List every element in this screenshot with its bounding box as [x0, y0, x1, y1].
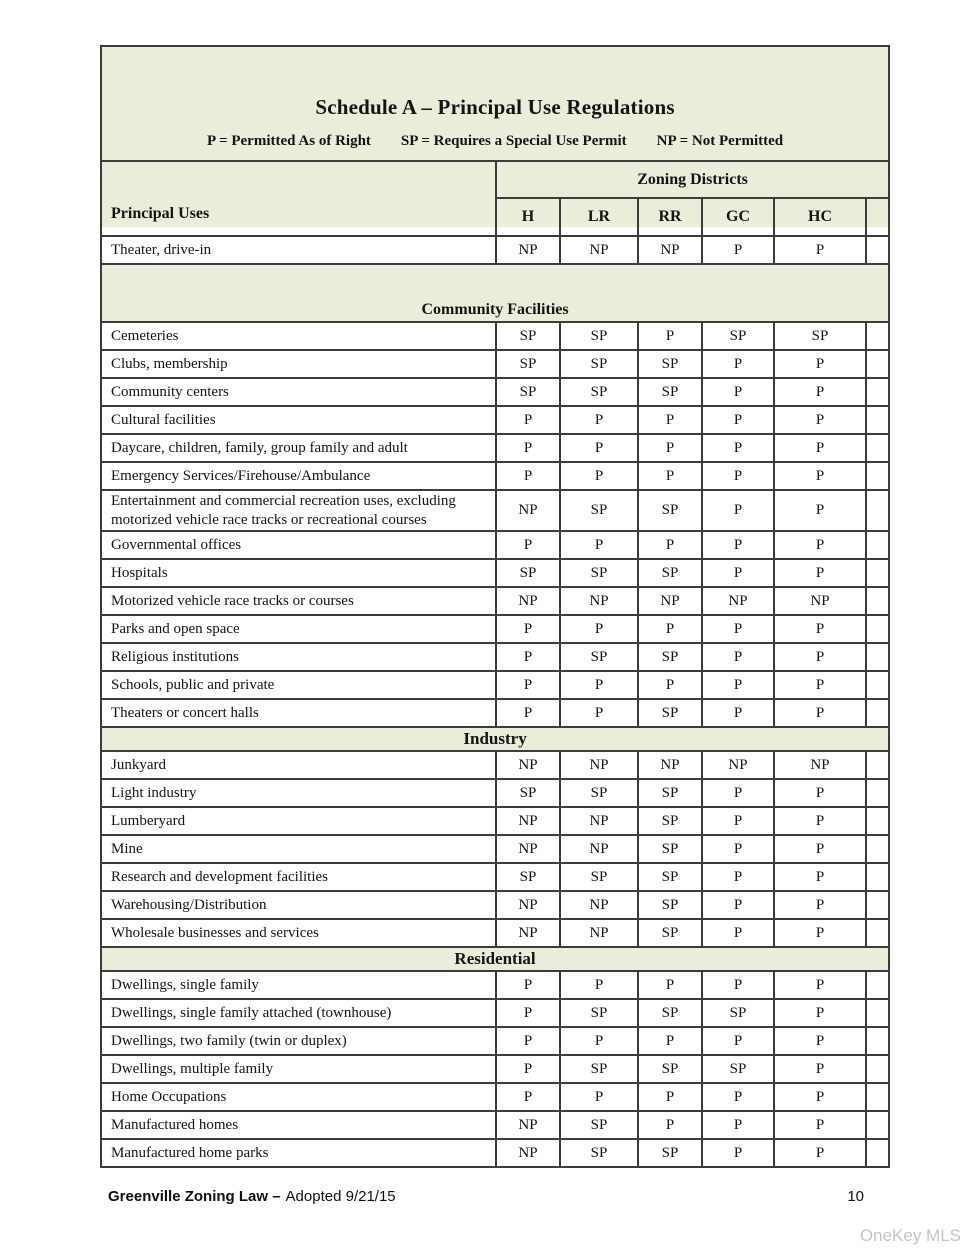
section-row-industry: [101, 727, 889, 751]
empty-cell: [866, 1139, 889, 1167]
permission-value-rr: SP: [638, 919, 702, 947]
empty-cell: [866, 779, 889, 807]
use-row-clubs-membership: [101, 350, 889, 378]
use-label: Dwellings, single family: [101, 971, 496, 999]
empty-cell: [866, 835, 889, 863]
permission-value-rr: SP: [638, 891, 702, 919]
permission-value-lr: NP: [560, 891, 638, 919]
permission-value-gc: P: [702, 434, 774, 462]
empty-cell: [866, 490, 889, 531]
permission-value-gc: P: [702, 891, 774, 919]
use-label: Manufactured home parks: [101, 1139, 496, 1167]
permission-value-lr: SP: [560, 1055, 638, 1083]
use-row-hospitals: [101, 559, 889, 587]
permission-value-hc: P: [774, 971, 866, 999]
use-row-motorized-vehicle-race-tracks-or-courses: [101, 587, 889, 615]
use-label: Lumberyard: [101, 807, 496, 835]
permission-value-hc: P: [774, 462, 866, 490]
permission-value-h: NP: [496, 1139, 560, 1167]
permission-value-h: SP: [496, 779, 560, 807]
use-label: Religious institutions: [101, 643, 496, 671]
permission-value-h: NP: [496, 751, 560, 779]
permission-value-lr: P: [560, 699, 638, 727]
use-row-dwellings-single-family: [101, 971, 889, 999]
permission-value-hc: P: [774, 406, 866, 434]
permission-value-gc: P: [702, 559, 774, 587]
use-row-entertainment-and-commercial-recreation-uses-excluding-motorized-vehicle-race-tracks-or-recreational-courses: [101, 490, 889, 531]
schedule-a-table: [100, 45, 890, 1168]
permission-value-h: P: [496, 1083, 560, 1111]
use-row-theaters-or-concert-halls: [101, 699, 889, 727]
section-row-community-facilities: [101, 264, 889, 322]
district-column-header-hc: HC: [774, 198, 866, 236]
permission-value-lr: NP: [560, 919, 638, 947]
permission-value-rr: SP: [638, 490, 702, 531]
permission-value-lr: P: [560, 406, 638, 434]
permission-value-rr: P: [638, 322, 702, 350]
legend-item-special-permit: SP = Requires a Special Use Permit: [400, 133, 627, 149]
permission-value-hc: NP: [774, 751, 866, 779]
permission-value-rr: NP: [638, 587, 702, 615]
permission-value-gc: P: [702, 350, 774, 378]
use-label: Entertainment and commercial recreation uses, excluding motorized vehicle race tracks or recreational courses: [101, 490, 496, 531]
section-header-industry: Industry: [101, 727, 889, 751]
permission-value-rr: P: [638, 462, 702, 490]
permission-value-hc: P: [774, 378, 866, 406]
empty-cell: [866, 891, 889, 919]
permission-value-h: SP: [496, 350, 560, 378]
permission-value-h: P: [496, 999, 560, 1027]
empty-cell: [866, 1027, 889, 1055]
permission-value-lr: NP: [560, 751, 638, 779]
permission-value-h: P: [496, 699, 560, 727]
permission-value-hc: P: [774, 1055, 866, 1083]
permission-value-h: NP: [496, 236, 560, 264]
permission-value-hc: P: [774, 531, 866, 559]
permission-value-rr: P: [638, 615, 702, 643]
use-label: Research and development facilities: [101, 863, 496, 891]
footer-adopted-date: Adopted 9/21/15: [285, 1188, 396, 1205]
permission-value-gc: P: [702, 807, 774, 835]
district-column-header-rr: RR: [638, 198, 702, 236]
use-label: Home Occupations: [101, 1083, 496, 1111]
empty-cell: [866, 236, 889, 264]
use-row-dwellings-single-family-attached-townhouse: [101, 999, 889, 1027]
section-row-residential: [101, 947, 889, 971]
empty-cell: [866, 699, 889, 727]
permission-value-h: NP: [496, 891, 560, 919]
use-row-lumberyard: [101, 807, 889, 835]
permission-value-lr: P: [560, 462, 638, 490]
permission-value-rr: SP: [638, 1139, 702, 1167]
page-footer: [108, 1188, 876, 1205]
permission-value-hc: P: [774, 835, 866, 863]
permission-value-hc: P: [774, 671, 866, 699]
empty-cell: [866, 919, 889, 947]
permission-value-hc: SP: [774, 322, 866, 350]
permission-value-h: NP: [496, 835, 560, 863]
permission-value-h: NP: [496, 919, 560, 947]
use-label: Junkyard: [101, 751, 496, 779]
use-label: Wholesale businesses and services: [101, 919, 496, 947]
zoning-districts-row: [101, 161, 889, 198]
use-row-theater-drive-in: [101, 236, 889, 264]
permission-value-gc: P: [702, 406, 774, 434]
use-label: Motorized vehicle race tracks or courses: [101, 587, 496, 615]
schedule-title: Schedule A – Principal Use Regulations: [315, 95, 675, 119]
empty-cell: [866, 350, 889, 378]
section-header-residential: Residential: [101, 947, 889, 971]
use-label: Governmental offices: [101, 531, 496, 559]
use-row-warehousing-distribution: [101, 891, 889, 919]
use-label: Cultural facilities: [101, 406, 496, 434]
permission-value-gc: P: [702, 1027, 774, 1055]
permission-value-rr: NP: [638, 751, 702, 779]
permission-value-rr: P: [638, 971, 702, 999]
permission-value-lr: NP: [560, 835, 638, 863]
permission-value-h: P: [496, 531, 560, 559]
district-column-header-h: H: [496, 198, 560, 236]
permission-value-hc: P: [774, 891, 866, 919]
permission-value-rr: SP: [638, 999, 702, 1027]
permission-value-lr: P: [560, 971, 638, 999]
use-label: Manufactured homes: [101, 1111, 496, 1139]
permission-value-lr: P: [560, 615, 638, 643]
permission-value-rr: SP: [638, 835, 702, 863]
permission-value-hc: P: [774, 863, 866, 891]
footer-doc-title: Greenville Zoning Law –: [108, 1188, 281, 1205]
empty-header-cell: [866, 198, 889, 236]
permission-value-hc: P: [774, 807, 866, 835]
permission-value-lr: SP: [560, 490, 638, 531]
use-label: Daycare, children, family, group family and adult: [101, 434, 496, 462]
permission-value-lr: P: [560, 434, 638, 462]
permission-value-hc: P: [774, 643, 866, 671]
permission-value-rr: P: [638, 671, 702, 699]
use-label: Warehousing/Distribution: [101, 891, 496, 919]
legend: [102, 133, 888, 150]
empty-cell: [866, 671, 889, 699]
use-row-dwellings-two-family-twin-or-duplex: [101, 1027, 889, 1055]
use-row-junkyard: [101, 751, 889, 779]
permission-value-gc: P: [702, 1083, 774, 1111]
permission-value-rr: SP: [638, 350, 702, 378]
permission-value-h: P: [496, 1027, 560, 1055]
permission-value-h: NP: [496, 1111, 560, 1139]
use-row-research-and-development-facilities: [101, 863, 889, 891]
title-row: [101, 46, 889, 161]
use-label: Dwellings, multiple family: [101, 1055, 496, 1083]
permission-value-hc: P: [774, 999, 866, 1027]
permission-value-hc: P: [774, 434, 866, 462]
permission-value-hc: P: [774, 1027, 866, 1055]
permission-value-lr: SP: [560, 999, 638, 1027]
permission-value-h: P: [496, 671, 560, 699]
permission-value-rr: SP: [638, 779, 702, 807]
permission-value-rr: SP: [638, 1055, 702, 1083]
district-column-header-lr: LR: [560, 198, 638, 236]
permission-value-rr: P: [638, 1027, 702, 1055]
use-label: Cemeteries: [101, 322, 496, 350]
title-block: [101, 46, 889, 161]
permission-value-gc: SP: [702, 1055, 774, 1083]
permission-value-gc: P: [702, 863, 774, 891]
use-row-home-occupations: [101, 1083, 889, 1111]
use-label: Mine: [101, 835, 496, 863]
use-row-daycare-children-family-group-family-and-adult: [101, 434, 889, 462]
permission-value-lr: SP: [560, 1139, 638, 1167]
use-label: Schools, public and private: [101, 671, 496, 699]
use-label: Theaters or concert halls: [101, 699, 496, 727]
permission-value-hc: P: [774, 1083, 866, 1111]
permission-value-hc: NP: [774, 587, 866, 615]
empty-cell: [866, 643, 889, 671]
permission-value-lr: P: [560, 671, 638, 699]
permission-value-rr: P: [638, 1111, 702, 1139]
permission-value-h: SP: [496, 863, 560, 891]
permission-value-gc: P: [702, 462, 774, 490]
use-row-community-centers: [101, 378, 889, 406]
permission-value-h: P: [496, 971, 560, 999]
permission-value-lr: SP: [560, 643, 638, 671]
use-row-dwellings-multiple-family: [101, 1055, 889, 1083]
permission-value-gc: P: [702, 1139, 774, 1167]
permission-value-h: NP: [496, 490, 560, 531]
empty-cell: [866, 615, 889, 643]
use-row-manufactured-homes: [101, 1111, 889, 1139]
permission-value-gc: P: [702, 1111, 774, 1139]
permission-value-hc: P: [774, 350, 866, 378]
empty-cell: [866, 807, 889, 835]
empty-cell: [866, 999, 889, 1027]
permission-value-rr: SP: [638, 807, 702, 835]
permission-value-lr: NP: [560, 236, 638, 264]
permission-value-hc: P: [774, 779, 866, 807]
page-number: 10: [847, 1188, 864, 1205]
use-label: Dwellings, single family attached (townhouse): [101, 999, 496, 1027]
permission-value-h: P: [496, 406, 560, 434]
permission-value-gc: NP: [702, 751, 774, 779]
permission-value-h: P: [496, 615, 560, 643]
principal-uses-header: Principal Uses: [101, 161, 496, 236]
permission-value-h: SP: [496, 322, 560, 350]
permission-value-hc: P: [774, 699, 866, 727]
permission-value-gc: P: [702, 615, 774, 643]
legend-item-permitted: P = Permitted As of Right: [206, 133, 371, 149]
onekey-mls-watermark: OneKey MLS: [859, 1226, 961, 1245]
permission-value-lr: SP: [560, 779, 638, 807]
permission-value-rr: SP: [638, 699, 702, 727]
use-label: Theater, drive-in: [101, 236, 496, 264]
permission-value-gc: P: [702, 490, 774, 531]
empty-cell: [866, 559, 889, 587]
empty-cell: [866, 406, 889, 434]
permission-value-hc: P: [774, 1111, 866, 1139]
empty-cell: [866, 434, 889, 462]
section-header-community-facilities: Community Facilities: [101, 264, 889, 322]
use-row-cultural-facilities: [101, 406, 889, 434]
use-row-manufactured-home-parks: [101, 1139, 889, 1167]
use-row-cemeteries: [101, 322, 889, 350]
permission-value-gc: SP: [702, 999, 774, 1027]
permission-value-rr: SP: [638, 378, 702, 406]
permission-value-rr: SP: [638, 863, 702, 891]
use-label: Dwellings, two family (twin or duplex): [101, 1027, 496, 1055]
use-row-schools-public-and-private: [101, 671, 889, 699]
permission-value-h: P: [496, 462, 560, 490]
permission-value-h: P: [496, 434, 560, 462]
permission-value-h: P: [496, 1055, 560, 1083]
permission-value-h: SP: [496, 559, 560, 587]
zoning-districts-header: Zoning Districts: [496, 161, 889, 198]
empty-cell: [866, 1083, 889, 1111]
permission-value-h: NP: [496, 587, 560, 615]
permission-value-gc: P: [702, 779, 774, 807]
permission-value-rr: SP: [638, 559, 702, 587]
permission-value-hc: P: [774, 236, 866, 264]
use-label: Light industry: [101, 779, 496, 807]
empty-cell: [866, 1111, 889, 1139]
use-label: Emergency Services/Firehouse/Ambulance: [101, 462, 496, 490]
use-row-mine: [101, 835, 889, 863]
use-label: Clubs, membership: [101, 350, 496, 378]
permission-value-h: SP: [496, 378, 560, 406]
use-row-religious-institutions: [101, 643, 889, 671]
permission-value-rr: P: [638, 406, 702, 434]
permission-value-hc: P: [774, 919, 866, 947]
permission-value-gc: P: [702, 378, 774, 406]
empty-cell: [866, 378, 889, 406]
empty-cell: [866, 587, 889, 615]
empty-cell: [866, 863, 889, 891]
permission-value-lr: P: [560, 1027, 638, 1055]
permission-value-rr: SP: [638, 643, 702, 671]
empty-cell: [866, 531, 889, 559]
permission-value-gc: P: [702, 971, 774, 999]
permission-value-gc: P: [702, 671, 774, 699]
use-label: Community centers: [101, 378, 496, 406]
district-column-header-gc: GC: [702, 198, 774, 236]
permission-value-rr: P: [638, 531, 702, 559]
permission-value-lr: SP: [560, 863, 638, 891]
permission-value-h: P: [496, 643, 560, 671]
permission-value-rr: P: [638, 1083, 702, 1111]
empty-cell: [866, 1055, 889, 1083]
permission-value-hc: P: [774, 490, 866, 531]
permission-value-gc: SP: [702, 322, 774, 350]
empty-cell: [866, 971, 889, 999]
permission-value-lr: SP: [560, 1111, 638, 1139]
permission-value-lr: SP: [560, 350, 638, 378]
permission-value-lr: P: [560, 531, 638, 559]
permission-value-h: NP: [496, 807, 560, 835]
empty-cell: [866, 751, 889, 779]
legend-item-not-permitted: NP = Not Permitted: [656, 133, 784, 149]
permission-value-gc: NP: [702, 587, 774, 615]
use-row-wholesale-businesses-and-services: [101, 919, 889, 947]
empty-cell: [866, 322, 889, 350]
use-label: Hospitals: [101, 559, 496, 587]
permission-value-lr: SP: [560, 378, 638, 406]
permission-value-lr: P: [560, 1083, 638, 1111]
use-row-parks-and-open-space: [101, 615, 889, 643]
use-row-governmental-offices: [101, 531, 889, 559]
empty-cell: [866, 462, 889, 490]
permission-value-rr: NP: [638, 236, 702, 264]
use-row-light-industry: [101, 779, 889, 807]
permission-value-lr: NP: [560, 587, 638, 615]
use-row-emergency-services-firehouse-ambulance: [101, 462, 889, 490]
permission-value-gc: P: [702, 236, 774, 264]
permission-value-rr: P: [638, 434, 702, 462]
permission-value-lr: SP: [560, 322, 638, 350]
permission-value-gc: P: [702, 919, 774, 947]
permission-value-gc: P: [702, 643, 774, 671]
permission-value-lr: SP: [560, 559, 638, 587]
permission-value-lr: NP: [560, 807, 638, 835]
permission-value-hc: P: [774, 1139, 866, 1167]
permission-value-hc: P: [774, 615, 866, 643]
use-label: Parks and open space: [101, 615, 496, 643]
permission-value-hc: P: [774, 559, 866, 587]
permission-value-gc: P: [702, 531, 774, 559]
permission-value-gc: P: [702, 835, 774, 863]
permission-value-gc: P: [702, 699, 774, 727]
